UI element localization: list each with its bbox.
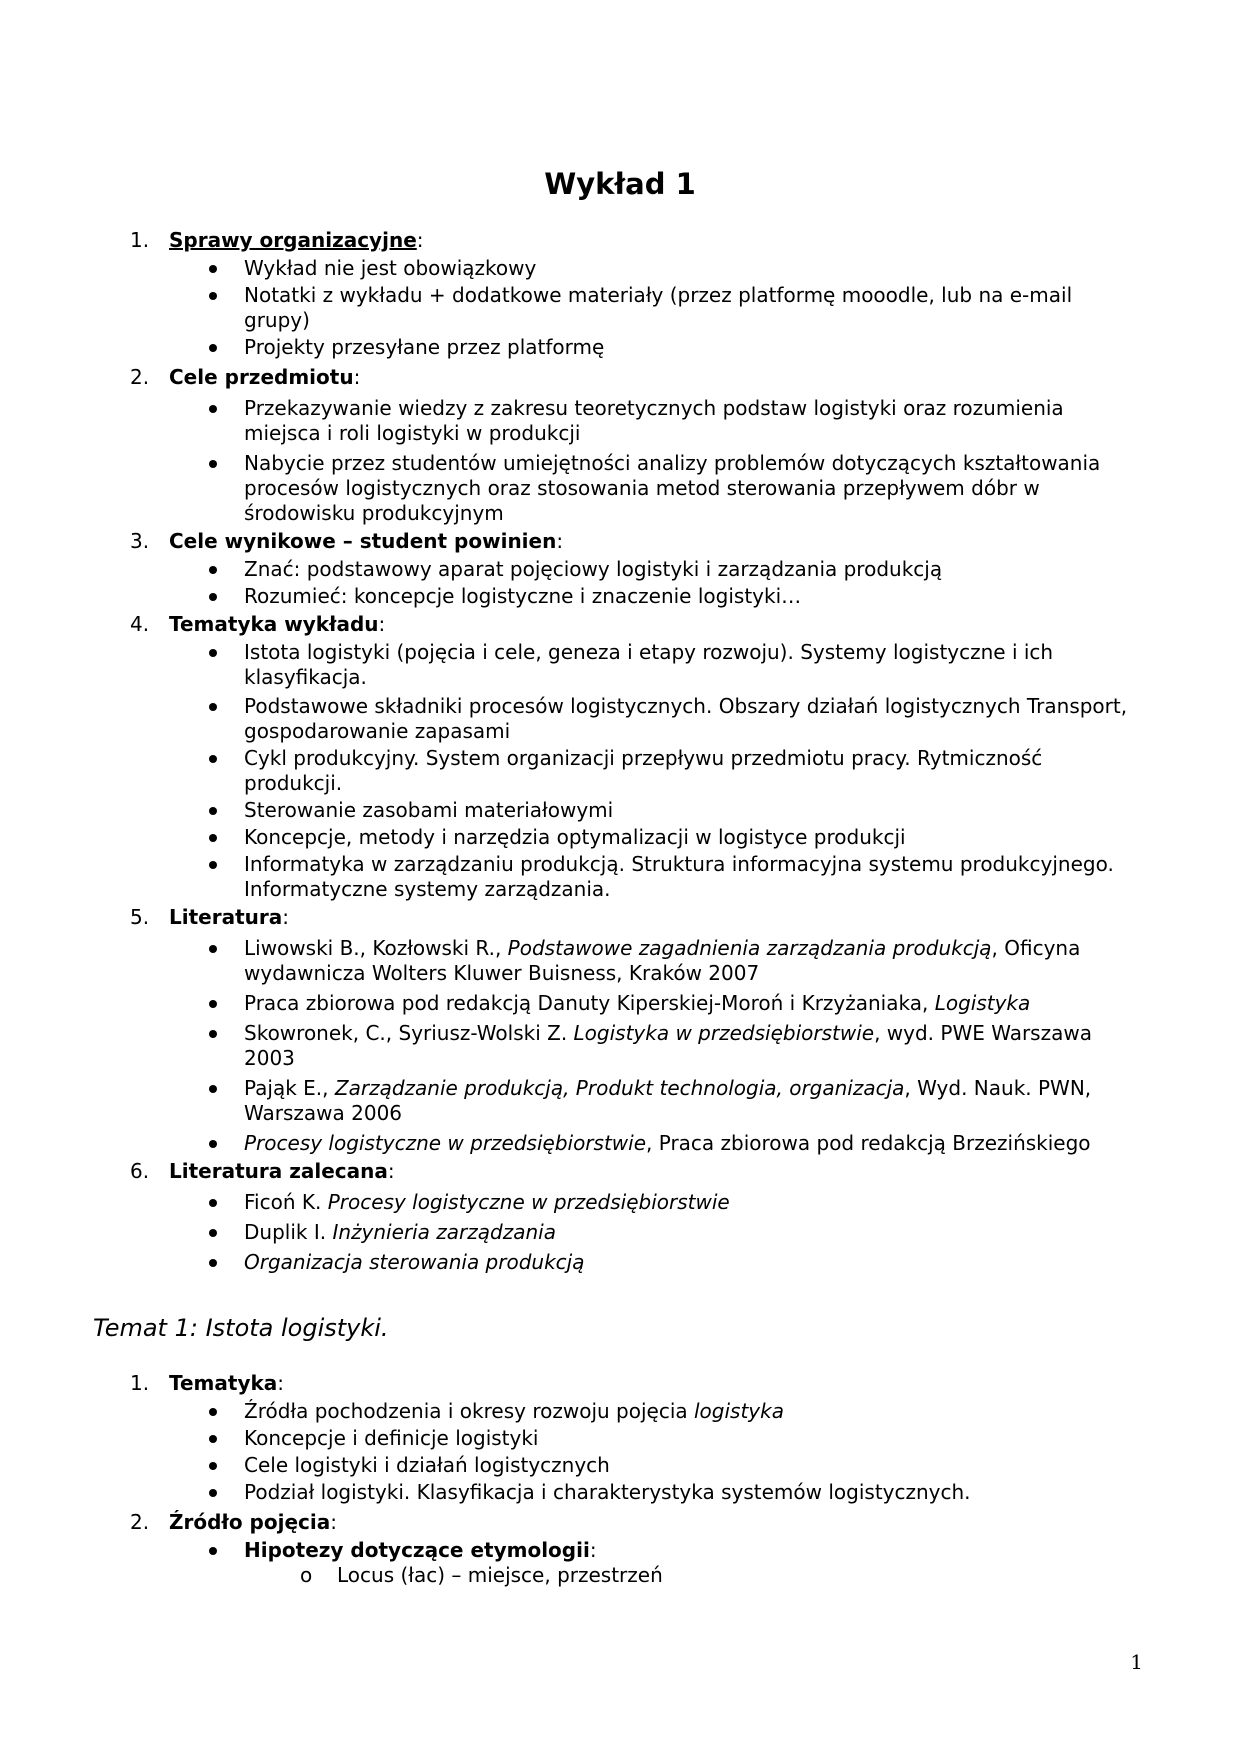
section-heading: Źródło pojęcia: bbox=[169, 1510, 337, 1534]
topic-list-block bbox=[0, 1370, 1240, 1588]
circle-bullet-marker: o bbox=[300, 1563, 313, 1587]
page-title: Wykład 1 bbox=[544, 167, 696, 201]
bullet-item: Koncepcje i definicje logistyki bbox=[169, 1426, 1144, 1451]
bullet-item: Przekazywanie wiedzy z zakresu teoretycznych podstaw logistyki oraz rozumienia miejsca i roli logistyki w produkcji bbox=[169, 396, 1144, 446]
list-item bbox=[0, 1158, 1240, 1275]
bullet-item: Znać: podstawowy aparat pojęciowy logistyki i zarządzania produkcją bbox=[169, 557, 1144, 582]
list-number: 4. bbox=[130, 612, 150, 636]
page-number: 1 bbox=[1130, 1650, 1143, 1674]
sub-bullet-list bbox=[0, 1563, 1240, 1588]
list-number: 5. bbox=[130, 905, 150, 929]
bullet-item: Podstawowe składniki procesów logistycznych. Obszary działań logistycznych Transport, gospodarowanie zapasami bbox=[169, 694, 1144, 744]
topic-list bbox=[0, 1370, 1240, 1588]
bullet-item: Notatki z wykładu + dodatkowe materiały (przez platformę mooodle, lub na e-mail grupy) bbox=[169, 283, 1144, 333]
literature-item: Praca zbiorowa pod redakcją Danuty Kiperskiej-Moroń i Krzyżaniaka, Logistyka bbox=[169, 991, 1144, 1016]
section-heading: Cele przedmiotu: bbox=[169, 365, 361, 389]
list-item bbox=[0, 227, 1240, 360]
literature-item: Procesy logistyczne w przedsiębiorstwie, Praca zbiorowa pod redakcją Brzezińskiego bbox=[169, 1131, 1144, 1156]
bullet-item: Projekty przesyłane przez platformę bbox=[169, 335, 1144, 360]
section-heading: Sprawy organizacyjne: bbox=[169, 228, 424, 252]
bullet-item: Koncepcje, metody i narzędzia optymalizacji w logistyce produkcji bbox=[169, 825, 1144, 850]
list-number: 2. bbox=[130, 1510, 150, 1534]
bullet-list bbox=[169, 1399, 1240, 1505]
list-number: 2. bbox=[130, 365, 150, 389]
bullet-item: Wykład nie jest obowiązkowy bbox=[169, 256, 1144, 281]
literature-list bbox=[169, 936, 1240, 1156]
list-item bbox=[0, 904, 1240, 1156]
list-number: 1. bbox=[130, 228, 150, 252]
bullet-list bbox=[169, 256, 1240, 360]
literature-item: Pająk E., Zarządzanie produkcją, Produkt technologia, organizacja, Wyd. Nauk. PWN, Warszawa 2006 bbox=[169, 1076, 1144, 1126]
bullet-item: Cele logistyki i działań logistycznych bbox=[169, 1453, 1144, 1478]
bullet-item: Sterowanie zasobami materiałowymi bbox=[169, 798, 1144, 823]
section-heading: Tematyka wykładu: bbox=[169, 612, 386, 636]
list-number: 6. bbox=[130, 1159, 150, 1183]
bullet-list bbox=[169, 557, 1240, 609]
bullet-item: Rozumieć: koncepcje logistyczne i znaczenie logistyki… bbox=[169, 584, 1144, 609]
section-heading: Cele wynikowe – student powinien: bbox=[169, 529, 564, 553]
bullet-item: Cykl produkcyjny. System organizacji przepływu przedmiotu pracy. Rytmiczność produkcji. bbox=[169, 746, 1144, 796]
main-list-block bbox=[0, 227, 1240, 1275]
literature-item: Organizacja sterowania produkcją bbox=[169, 1250, 1144, 1275]
literature-item: Skowronek, C., Syriusz-Wolski Z. Logistyka w przedsiębiorstwie, wyd. PWE Warszawa 2003 bbox=[169, 1021, 1144, 1071]
literature-item: Liwowski B., Kozłowski R., Podstawowe zagadnienia zarządzania produkcją, Oficyna wydawnicza Wolters Kluwer Buisness, Kraków 2007 bbox=[169, 936, 1144, 986]
list-number: 3. bbox=[130, 529, 150, 553]
topic-heading: Temat 1: Istota logistyki. bbox=[93, 1314, 389, 1342]
bullet-list bbox=[169, 640, 1240, 902]
list-number: 1. bbox=[130, 1371, 150, 1395]
section-heading: Literatura: bbox=[169, 905, 289, 929]
list-item bbox=[0, 528, 1240, 609]
main-list bbox=[0, 227, 1240, 1275]
literature-item: Ficoń K. Procesy logistyczne w przedsiębiorstwie bbox=[169, 1190, 1144, 1215]
section-heading: Literatura zalecana: bbox=[169, 1159, 395, 1183]
list-item bbox=[0, 611, 1240, 902]
bullet-item: Informatyka w zarządzaniu produkcją. Struktura informacyjna systemu produkcyjnego. Informatyczne systemy zarządzania. bbox=[169, 852, 1144, 902]
bullet-item: Nabycie przez studentów umiejętności analizy problemów dotyczących kształtowania procesów logistycznych oraz stosowania metod sterowania przepływem dóbr w środowisku produkcyjnym bbox=[169, 451, 1144, 526]
section-heading: Tematyka: bbox=[169, 1371, 285, 1395]
literature-item: Duplik I. Inżynieria zarządzania bbox=[169, 1220, 1144, 1245]
bullet-item: Istota logistyki (pojęcia i cele, geneza i etapy rozwoju). Systemy logistyczne i ich klasyfikacja. bbox=[169, 640, 1144, 690]
bullet-item: Źródła pochodzenia i okresy rozwoju pojęcia logistyka bbox=[169, 1399, 1144, 1424]
bullet-list bbox=[169, 1538, 1240, 1563]
sub-bullet-item: o Locus (łac) – miejsce, przestrzeń bbox=[300, 1563, 663, 1587]
bullet-item: Hipotezy dotyczące etymologii: bbox=[169, 1538, 1144, 1563]
list-item bbox=[0, 364, 1240, 526]
list-item bbox=[0, 1370, 1240, 1505]
list-item bbox=[0, 1509, 1240, 1588]
bullet-list bbox=[169, 396, 1240, 526]
literature-list bbox=[169, 1190, 1240, 1275]
bullet-item: Podział logistyki. Klasyfikacja i charakterystyka systemów logistycznych. bbox=[169, 1480, 1144, 1505]
